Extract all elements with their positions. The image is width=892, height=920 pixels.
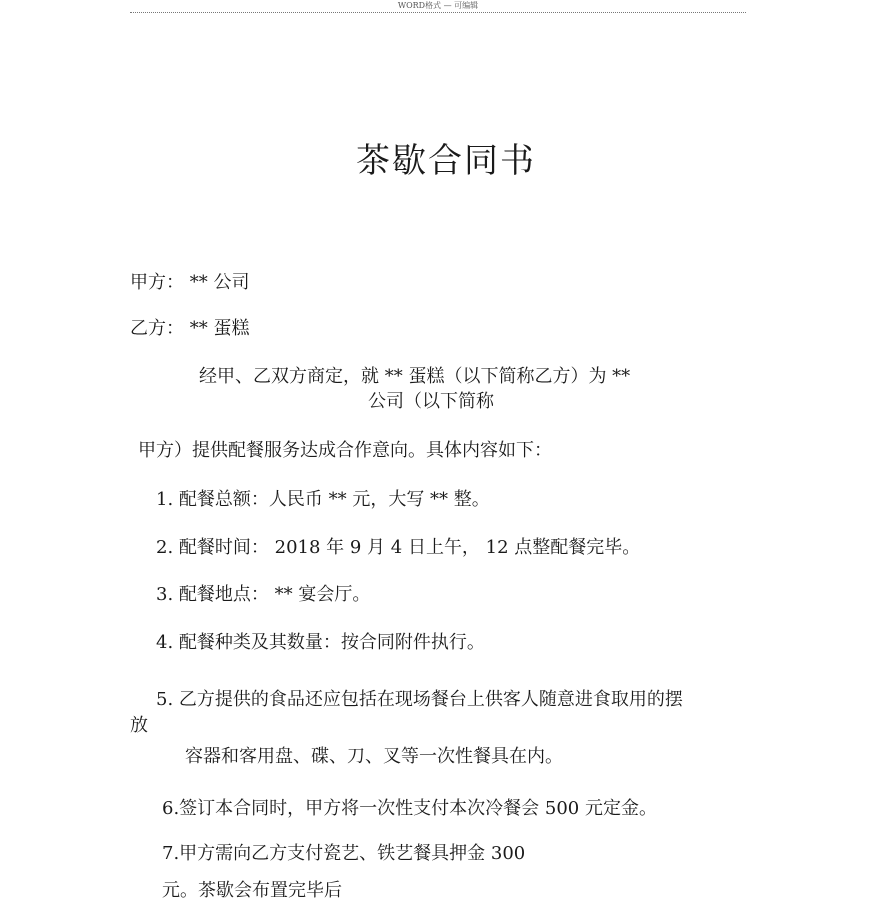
document-title: 茶歇合同书: [356, 141, 536, 181]
intro-line-1: 经甲、乙双方商定，就 ** 蛋糕（以下简称乙方）为 **: [199, 366, 631, 387]
intro-line-3: 甲方）提供配餐服务达成合作意向。具体内容如下：: [138, 440, 552, 461]
clause-5-line-1: 5. 乙方提供的食品还应包括在现场餐台上供客人随意进食取用的摆: [156, 689, 683, 710]
clause-7-line-1: 7.甲方需向乙方支付瓷艺、铁艺餐具押金 300: [162, 843, 526, 864]
party-b-line: 乙方： ** 蛋糕: [130, 318, 250, 339]
clause-7-line-2: 元。茶歇会布置完毕后: [162, 880, 342, 901]
clause-6: 6.签订本合同时，甲方将一次性支付本次冷餐会 500 元定金。: [162, 798, 657, 819]
clause-1: 1. 配餐总额：人民币 ** 元，大写 ** 整。: [156, 489, 490, 510]
clause-3: 3. 配餐地点： ** 宴会厅。: [156, 584, 371, 605]
party-a-line: 甲方： ** 公司: [130, 272, 250, 293]
page-header: WORD格式 — 可编辑: [130, 2, 746, 13]
clause-5-line-3: 容器和客用盘、碟、刀、叉等一次性餐具在内。: [185, 746, 563, 767]
clause-5-line-2: 放: [130, 715, 148, 736]
clause-2: 2. 配餐时间： 2018 年 9 月 4 日上午， 12 点整配餐完毕。: [156, 537, 641, 558]
clause-4: 4. 配餐种类及其数量：按合同附件执行。: [156, 632, 485, 653]
intro-line-2: 公司（以下简称: [368, 391, 494, 412]
